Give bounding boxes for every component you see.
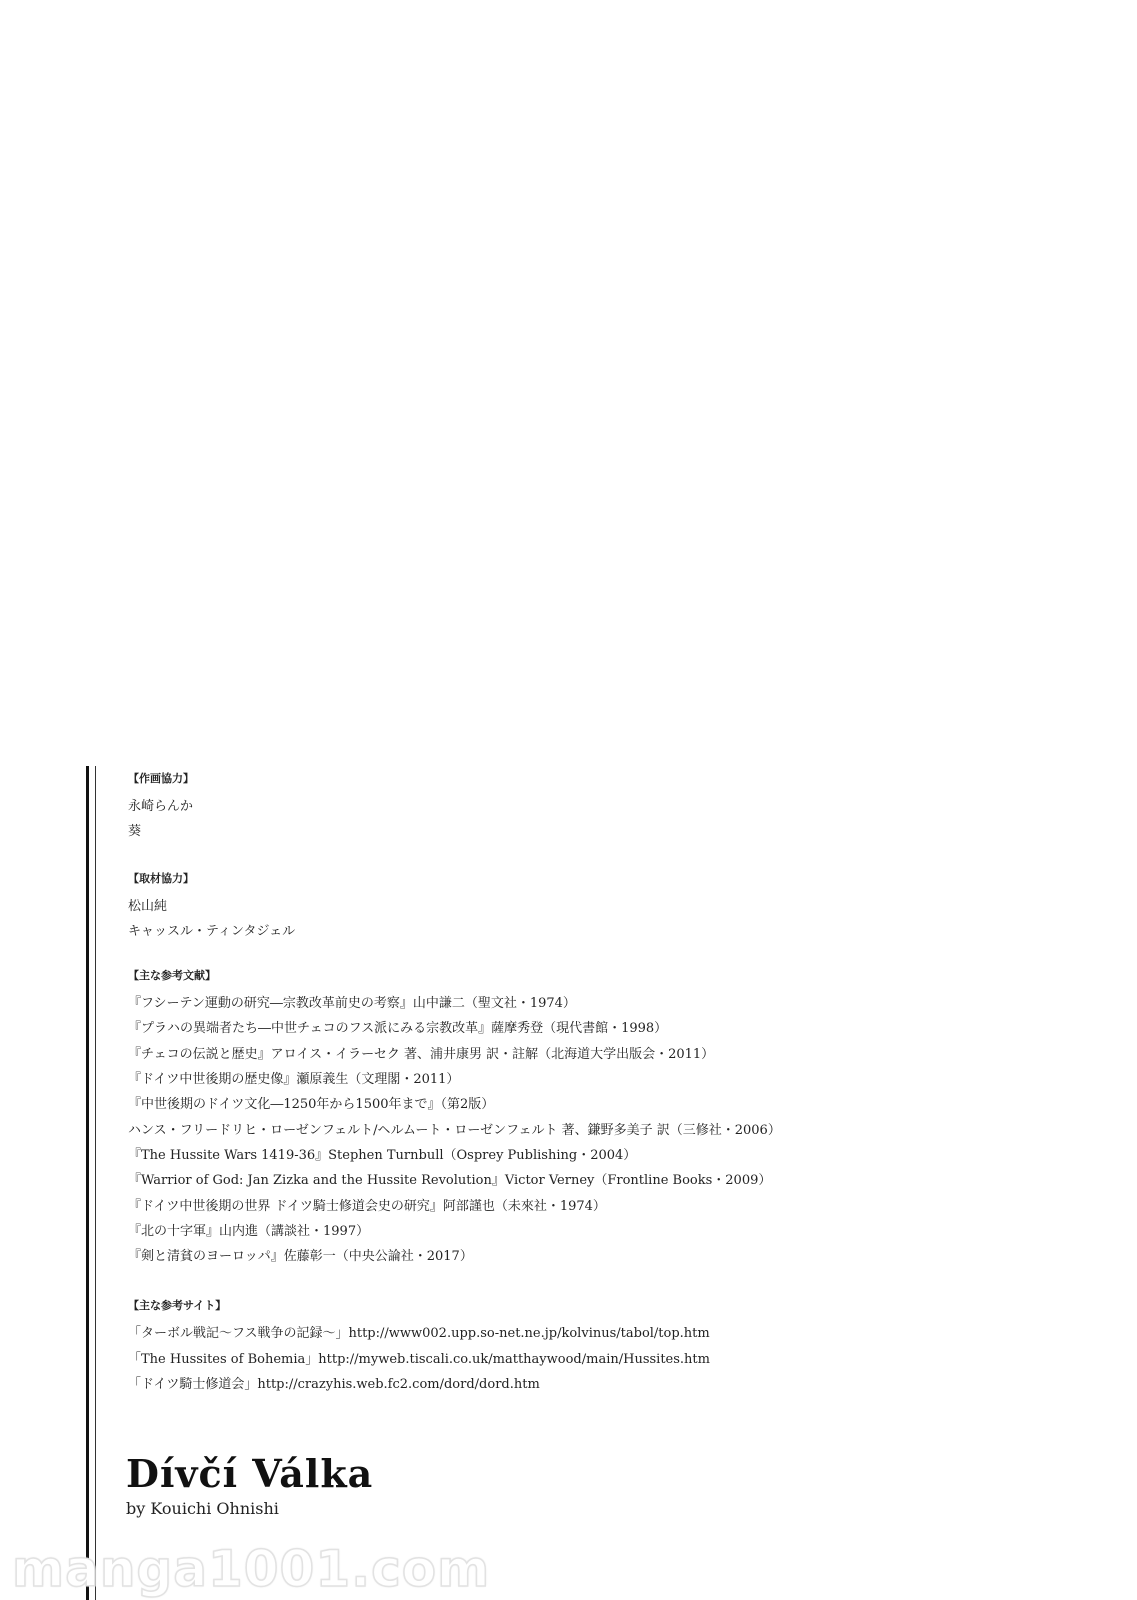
drawing-assist-section (128, 770, 1088, 845)
reference-item: 『ドイツ中世後期の歴史像』瀬原義生（文理閣・2011） (128, 1072, 460, 1088)
reference-item: 『北の十字軍』山内進（講談社・1997） (128, 1223, 370, 1239)
drawing-assist-heading: 【作画協力】 (128, 772, 194, 785)
reference-item: 『プラハの異端者たち―中世チェコのフス派にみる宗教改革』薩摩秀登（現代書館・1998） (128, 1021, 668, 1037)
references-heading: 【主な参考文献】 (128, 969, 216, 983)
title-block (126, 1452, 373, 1520)
credit-name: 葵 (128, 824, 142, 840)
left-border-thick (86, 766, 89, 1600)
book-title: Dívčí Válka (126, 1451, 374, 1496)
reference-item: 『フシーテン運動の研究―宗教改革前史の考察』山中謙二（聖文社・1974） (128, 996, 576, 1012)
reference-item: 『ドイツ中世後期の世界 ドイツ騎士修道会史の研究』阿部謹也（未來社・1974） (128, 1198, 606, 1214)
author-byline: by Kouichi Ohnishi (126, 1499, 279, 1518)
sites-section (128, 1297, 1088, 1397)
reference-item: 『Warrior of God: Jan Zizka and the Hussite Revolution』Victor Verney（Frontline Books・2009） (128, 1173, 772, 1189)
reference-item: 『チェコの伝説と歴史』アロイス・イラーセク 著、浦井康男 訳・註解（北海道大学出版会・2011） (128, 1046, 715, 1062)
reference-item: 『The Hussite Wars 1419-36』Stephen Turnbull（Osprey Publishing・2004） (128, 1147, 637, 1163)
research-assist-section (128, 870, 1088, 945)
reference-item: 『剣と清貧のヨーロッパ』佐藤彰一（中央公論社・2017） (128, 1249, 473, 1265)
watermark: manga1001.com (12, 1540, 491, 1598)
site-item: 「ターボル戦記～フス戦争の記録～」http://www002.upp.so-net.ne.jp/kolvinus/tabol/top.htm (128, 1326, 710, 1342)
references-section (128, 967, 1088, 1269)
left-border-thin (95, 766, 96, 1600)
credit-name: キャッスル・ティンタジェル (128, 923, 296, 939)
credit-name: 永崎らんか (128, 799, 194, 814)
credit-name: 松山純 (128, 898, 168, 914)
reference-item: 『中世後期のドイツ文化―1250年から1500年まで』（第2版） (128, 1097, 495, 1113)
site-item: 「The Hussites of Bohemia」http://myweb.tiscali.co.uk/matthaywood/main/Hussites.htm (128, 1351, 710, 1367)
credits-block (128, 770, 1088, 1397)
research-assist-heading: 【取材協力】 (128, 871, 194, 885)
sites-heading: 【主な参考サイト】 (128, 1299, 227, 1313)
reference-item: ハンス・フリードリヒ・ローゼンフェルト/ヘルムート・ローゼンフェルト 著、鎌野多美子 訳（三修社・2006） (128, 1122, 781, 1138)
site-item: 「ドイツ騎士修道会」http://crazyhis.web.fc2.com/dord/dord.htm (128, 1377, 540, 1393)
